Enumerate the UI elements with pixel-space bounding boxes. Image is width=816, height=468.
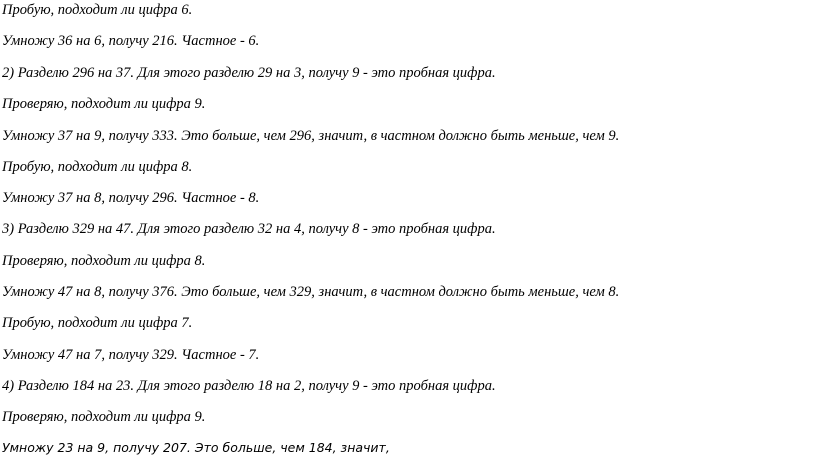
text-line: Умножу 37 на 9, получу 333. Это больше, чем 296, значит, в частном должно быть меньше, чем 9. bbox=[2, 128, 620, 144]
text-line: Умножу 36 на 6, получу 216. Частное - 6. bbox=[2, 33, 260, 49]
text-line: Пробую, подходит ли цифра 8. bbox=[2, 159, 193, 175]
text-line: Проверяю, подходит ли цифра 9. bbox=[2, 96, 206, 112]
text-line: Умножу 47 на 7, получу 329. Частное - 7. bbox=[2, 347, 260, 363]
text-line: 2) Разделю 296 на 37. Для этого разделю 29 на 3, получу 9 - это пробная цифра. bbox=[2, 65, 496, 81]
text-line: 4) Разделю 184 на 23. Для этого разделю 18 на 2, получу 9 - это пробная цифра. bbox=[2, 378, 496, 394]
text-line: Умножу 47 на 8, получу 376. Это больше, чем 329, значит, в частном должно быть меньше, чем 8. bbox=[2, 284, 620, 300]
text-line: Проверяю, подходит ли цифра 8. bbox=[2, 253, 206, 269]
text-line: Проверяю, подходит ли цифра 9. bbox=[2, 409, 206, 425]
text-line: Умножу 23 на 9, получу 207. Это больше, чем 184, значит, bbox=[2, 440, 390, 455]
text-line: 3) Разделю 329 на 47. Для этого разделю 32 на 4, получу 8 - это пробная цифра. bbox=[2, 221, 496, 237]
text-line: Пробую, подходит ли цифра 7. bbox=[2, 315, 193, 331]
text-line: Пробую, подходит ли цифра 6. bbox=[2, 2, 193, 18]
text-line: Умножу 37 на 8, получу 296. Частное - 8. bbox=[2, 190, 260, 206]
